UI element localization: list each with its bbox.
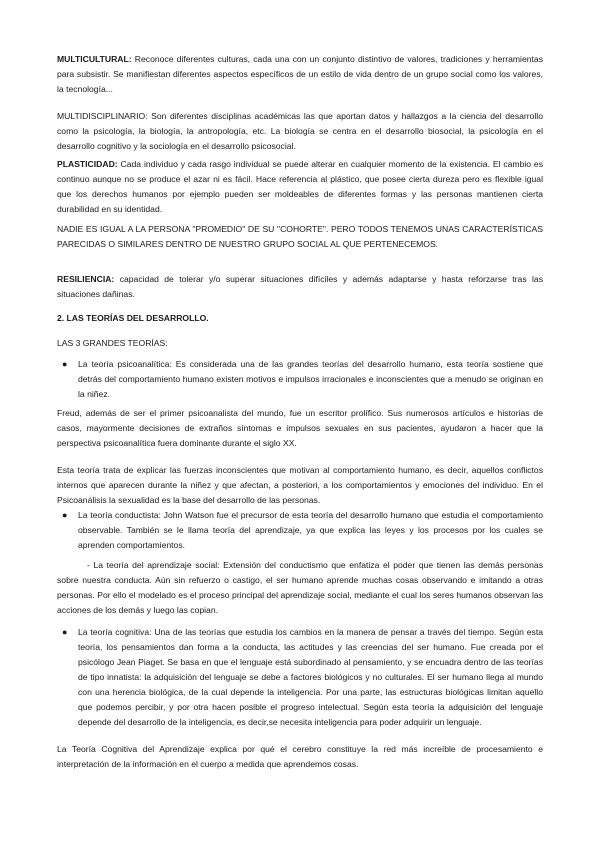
paragraph-esta-teoria: Esta teoría trata de explicar las fuerzas inconscientes que motivan al comportamiento humano, es decir, aquellos conflictos internos que aparecen durante la niñez y que afectan, a posteriori, a los comportamientos y emociones del individuo. En el Psicoanálisis la sexualidad es la base del desarrollo de las personas.: [57, 465, 543, 505]
paragraph-aprendizaje-social: - La teoría del aprendizaje social: Extensión del conductismo que enfatiza el poder que tienen las demás personas sobre nuestra conducta. Aún sin refuerzo o castigo, el ser humano aprende muchas cosas observando e imitando a otras personas. Por ello el modelado es el proceso principal del aprendizaje social, mediante el cual los seres humanos observan las acciones de los demás y luego las copian.: [57, 560, 543, 615]
paragraph-multicultural: [57, 52, 543, 97]
paragraph-multidisciplinario: MULTIDISCIPLINARIO: Son diferentes disciplinas académicas las que aportan datos y hallazgos a la ciencia del desarrollo como la psicología, la biología, la antropología, etc. La biología se centra en el desarrollo biosocial, la psicología en el desarrollo cognitivo y la sociología en el desarrollo psicosocial.: [57, 111, 543, 151]
paragraph-nadie-es-igual: NADIE ES IGUAL A LA PERSONA "PROMEDIO" DE SU "COHORTE". PERO TODOS TENEMOS UNAS CARACTERÍSTICAS PARECIDAS O SIMILARES DENTRO DE NUESTRO GRUPO SOCIAL AL QUE PERTENECEMOS.: [57, 224, 543, 249]
bullet-text-cognitiva: La teoría cognitiva: Una de las teorías que estudia los cambios en la manera de pensar a través del tiempo. Según esta teoría, los pensamientos dan forma a la conducta, las actitudes y las creencias del ser humano. Fue creada por el psicólogo Jean Piaget. Se basa en que el lenguaje está subordinado al pensamiento, y se encuadra dentro de las teorías de tipo innatista: la adquisición del lenguaje se debe a factores biológicos y no culturales. El ser humano llega al mundo con una herencia biológica, de la cual depende la inteligencia. Por una parte, las estructuras biológicas limitan aquello que podemos percibir, y por otra hacen posible el progreso intelectual. Según esta teoría la adquisición del lenguaje depende del desarrollo de la inteligencia, es decir,se necesita inteligencia para poder adquirir un lenguaje.: [78, 627, 543, 727]
term-plasticidad: PLASTICIDAD:: [57, 159, 118, 169]
term-multicultural: MULTICULTURAL:: [57, 54, 132, 64]
bullet-text-conductista: La teoría conductista: John Watson fue el precursor de esta teoría del desarrollo humano que estudia el comportamiento observable. También se le llama teoría del aprendizaje, ya que explica las leyes y los procesos por los cuales se aprenden comportamientos.: [78, 510, 543, 550]
text-resiliencia: capacidad de tolerar y/o superar situaciones difíciles y además adaptarse y hasta reforzarse tras las situaciones dañinas.: [57, 274, 543, 299]
bullet-icon: ●: [62, 510, 68, 520]
bullet-text-psicoanalitica: La teoría psicoanalítica: Es considerada una de las grandes teorías del desarrollo humano, esta teoría sostiene que detrás del comportamiento humano existen motivos e impulsos irracionales e inconscientes que a menudo se originan en la niñez.: [78, 359, 543, 399]
text-plasticidad: Cada individuo y cada rasgo individual se puede alterar en cualquier momento de la existencia. El cambio es continuo aunque no se produce el azar ni es fácil. Hace referencia al plástico, que posee cierta dureza pero es flexible igual que los derechos humanos por ejemplo pueden ser moldeables de diferentes formas y las personas mantienen cierta durabilidad en su identidad.: [57, 159, 543, 214]
bullet-icon: ●: [62, 359, 68, 369]
text-multicultural: Reconoce diferentes culturas, cada una con un conjunto distintivo de valores, tradiciones y herramientas para subsistir. Se manifiestan diferentes aspectos específicos de un estilo de vida dentro de un grupo social como los valores, la tecnología...: [57, 54, 543, 94]
paragraph-plasticidad: [57, 157, 543, 217]
heading-teorias-desarrollo: 2. LAS TEORÍAS DEL DESARROLLO.: [57, 313, 209, 323]
paragraph-resiliencia: [57, 272, 543, 302]
paragraph-freud: Freud, además de ser el primer psicoanalista del mundo, fue un escritor prolífico. Sus numerosos artículos e historias de casos, mayormente decisiones de extraños síntomas e impulsos sexuales en sus pacientes, ayudaron a hacer que la perspectiva psicoanalítica fuera dominante durante el siglo XX.: [57, 408, 543, 448]
bullet-icon: ●: [62, 627, 68, 637]
heading-3-grandes-teorias: LAS 3 GRANDES TEORÍAS:: [57, 338, 168, 348]
paragraph-cognitiva-aprendizaje: La Teoría Cognitiva del Aprendizaje explica por qué el cerebro constituye la red más increíble de procesamiento e interpretación de la información en el cuerpo a medida que aprendemos cosas.: [57, 744, 543, 769]
term-resiliencia: RESILIENCIA:: [57, 274, 115, 284]
